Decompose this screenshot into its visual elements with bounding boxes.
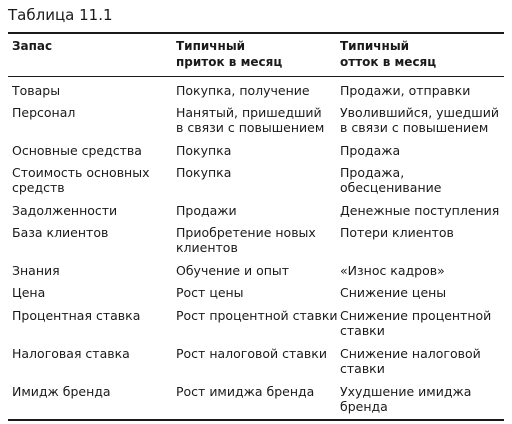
table-header xyxy=(0,38,512,74)
cell-stock: Товары xyxy=(12,83,61,98)
cell-stock: Стоимость основных средств xyxy=(12,165,150,195)
cell-inflow: Нанятый, пришедший в связи с повышением xyxy=(176,105,325,135)
cell-outflow: Снижение налоговой ставки xyxy=(340,346,481,376)
table-bottom-rule xyxy=(8,419,504,421)
cell-inflow: Рост имиджа бренда xyxy=(176,384,315,399)
cell-inflow: Обучение и опыт xyxy=(176,263,290,278)
cell-inflow: Рост цены xyxy=(176,285,244,300)
cell-stock: Основные средства xyxy=(12,143,142,158)
cell-stock: База клиентов xyxy=(12,225,109,240)
cell-outflow: Продажа xyxy=(340,143,401,158)
cell-outflow: «Износ кадров» xyxy=(340,263,445,278)
cell-stock: Задолженности xyxy=(12,203,118,218)
header-inflow: Типичный приток в месяц xyxy=(176,39,283,69)
table-caption: Таблица 11.1 xyxy=(8,6,113,24)
cell-stock: Процентная ставка xyxy=(12,308,141,323)
cell-stock: Имидж бренда xyxy=(12,384,111,399)
cell-inflow: Рост процентной ставки xyxy=(176,308,338,323)
table-top-rule xyxy=(8,32,504,34)
cell-stock: Персонал xyxy=(12,105,76,120)
cell-outflow: Уволившийся, ушедший в связи с повышением xyxy=(340,105,499,135)
cell-outflow: Денежные поступления xyxy=(340,203,500,218)
cell-inflow: Покупка xyxy=(176,143,232,158)
cell-inflow: Покупка xyxy=(176,165,232,180)
cell-outflow: Снижение процентной ставки xyxy=(340,308,492,338)
cell-inflow: Покупка, получение xyxy=(176,83,310,98)
cell-outflow: Снижение цены xyxy=(340,285,447,300)
cell-outflow: Потери клиентов xyxy=(340,225,454,240)
cell-inflow: Рост налоговой ставки xyxy=(176,346,327,361)
table-header-rule xyxy=(8,76,504,77)
cell-outflow: Продажи, отправки xyxy=(340,83,471,98)
cell-outflow: Ухудшение имиджа бренда xyxy=(340,384,472,414)
header-stock: Запас xyxy=(12,39,53,53)
cell-inflow: Продажи xyxy=(176,203,237,218)
cell-stock: Налоговая ставка xyxy=(12,346,130,361)
cell-stock: Знания xyxy=(12,263,60,278)
cell-stock: Цена xyxy=(12,285,46,300)
cell-inflow: Приобретение новых клиентов xyxy=(176,225,316,255)
header-outflow: Типичный отток в месяц xyxy=(340,39,437,69)
cell-outflow: Продажа, обесценивание xyxy=(340,165,442,195)
